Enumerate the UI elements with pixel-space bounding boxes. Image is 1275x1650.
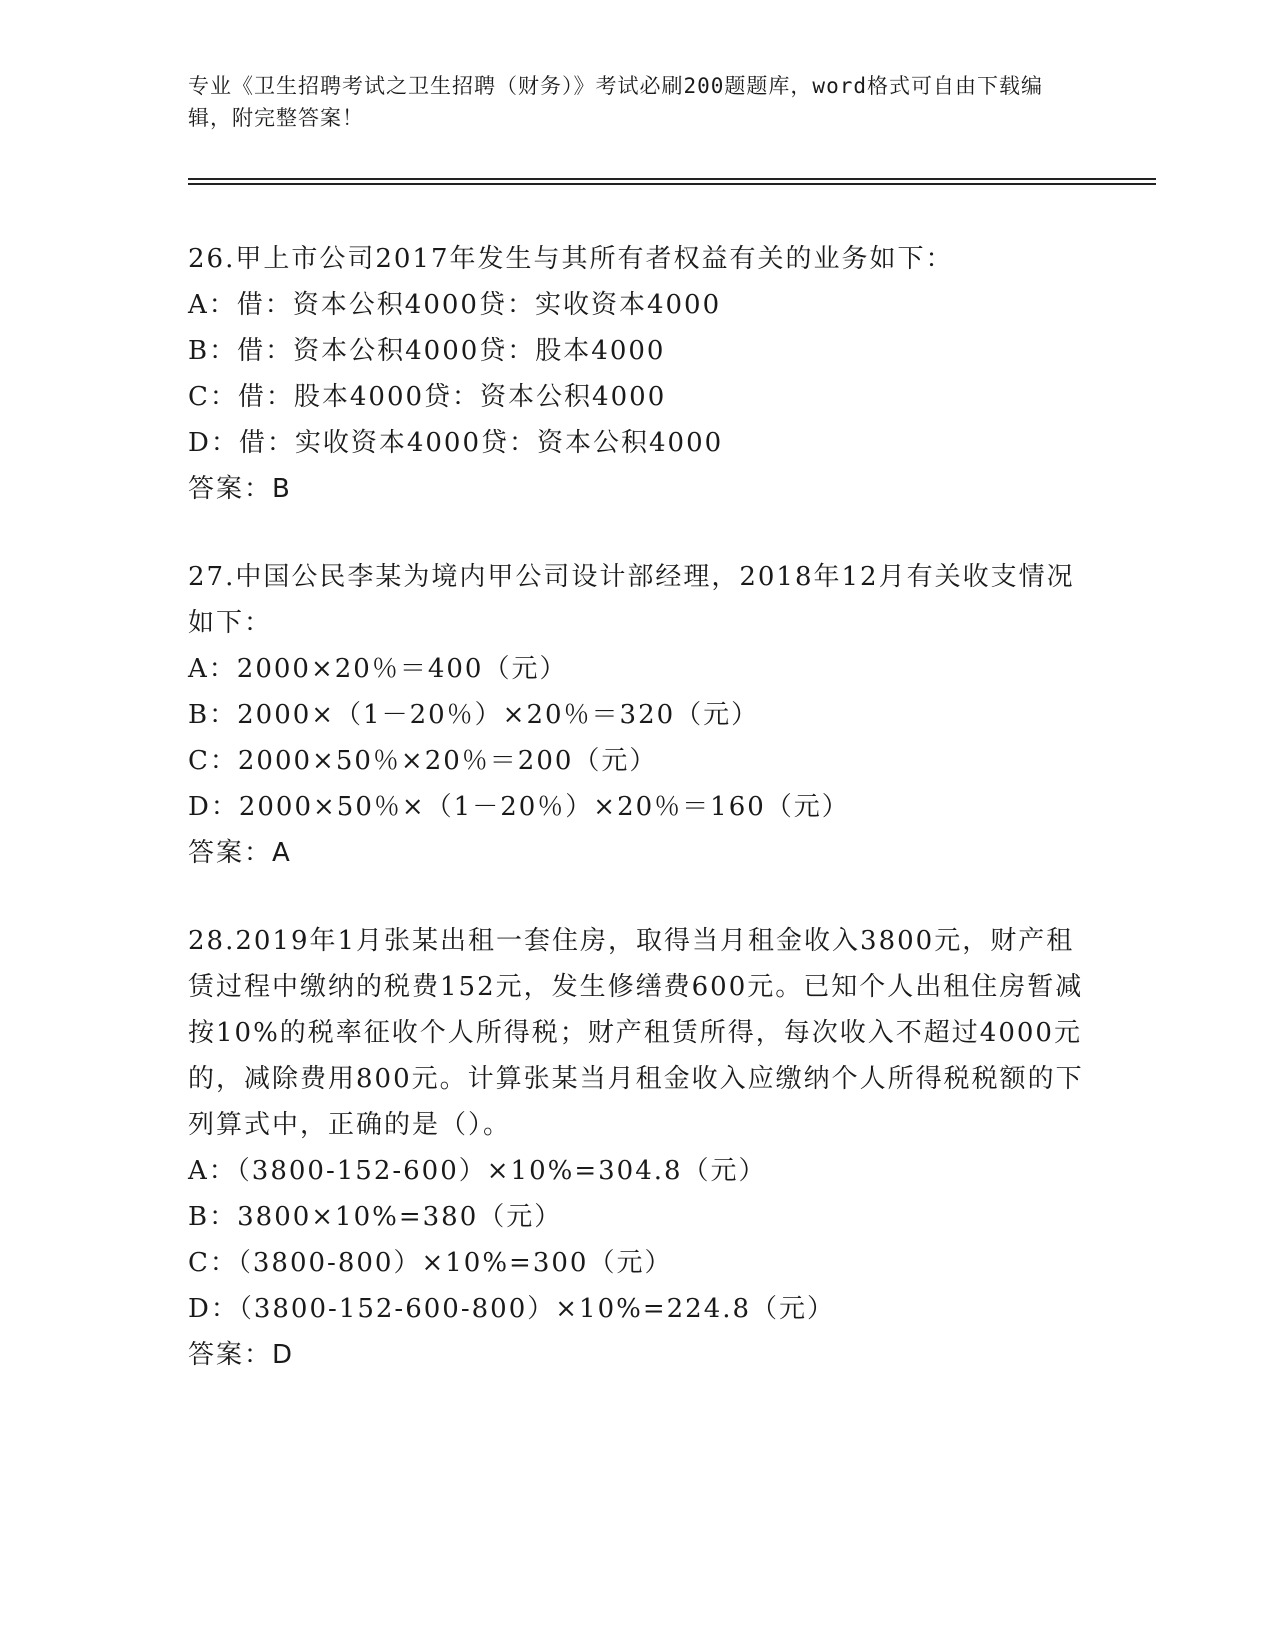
option-d: D：（3800-152-600-800）×10%=224.8（元）	[188, 1294, 836, 1324]
answer-label: 答案：A	[188, 838, 292, 868]
question-stem: 27.中国公民李某为境内甲公司设计部经理，2018年12月有关收支情况如下：	[188, 562, 1075, 638]
option-a: A：借：资本公积4000贷：实收资本4000	[188, 290, 722, 320]
answer-label: 答案：B	[188, 474, 292, 504]
document-header: 专业《卫生招聘考试之卫生招聘（财务）》考试必刷200题题库，word格式可自由下载编辑，附完整答案！	[188, 74, 1043, 130]
option-b: B：3800×10%=380（元）	[188, 1202, 563, 1232]
question-27	[188, 554, 1088, 876]
question-stem: 26.甲上市公司2017年发生与其所有者权益有关的业务如下：	[188, 244, 954, 274]
question-stem: 28.2019年1月张某出租一套住房，取得当月租金收入3800元，财产租赁过程中缴纳的税费152元，发生修缮费600元。已知个人出租住房暂减按10%的税率征收个人所得税；财产租赁所得，每次收入不超过4000元的，减除费用800元。计算张某当月租金收入应缴纳个人所得税税额的下列算式中，正确的是（）。	[188, 926, 1084, 1140]
option-a: A：（3800-152-600）×10%=304.8（元）	[188, 1156, 767, 1186]
option-d: D：借：实收资本4000贷：资本公积4000	[188, 428, 724, 458]
question-list	[188, 236, 1088, 1420]
question-28	[188, 918, 1088, 1378]
option-d: D：2000×50％×（1－20％）×20％＝160（元）	[188, 792, 850, 822]
option-c: C：（3800-800）×10%=300（元）	[188, 1248, 673, 1278]
option-b: B：2000×（1－20％）×20％＝320（元）	[188, 700, 760, 730]
option-a: A：2000×20％＝400（元）	[188, 654, 568, 684]
header-divider-bottom	[188, 183, 1156, 185]
option-c: C：2000×50％×20％＝200（元）	[188, 746, 658, 776]
option-b: B：借：资本公积4000贷：股本4000	[188, 336, 666, 366]
header-divider-top	[188, 178, 1156, 180]
answer-label: 答案：D	[188, 1340, 295, 1370]
question-26	[188, 236, 1088, 512]
option-c: C：借：股本4000贷：资本公积4000	[188, 382, 667, 412]
